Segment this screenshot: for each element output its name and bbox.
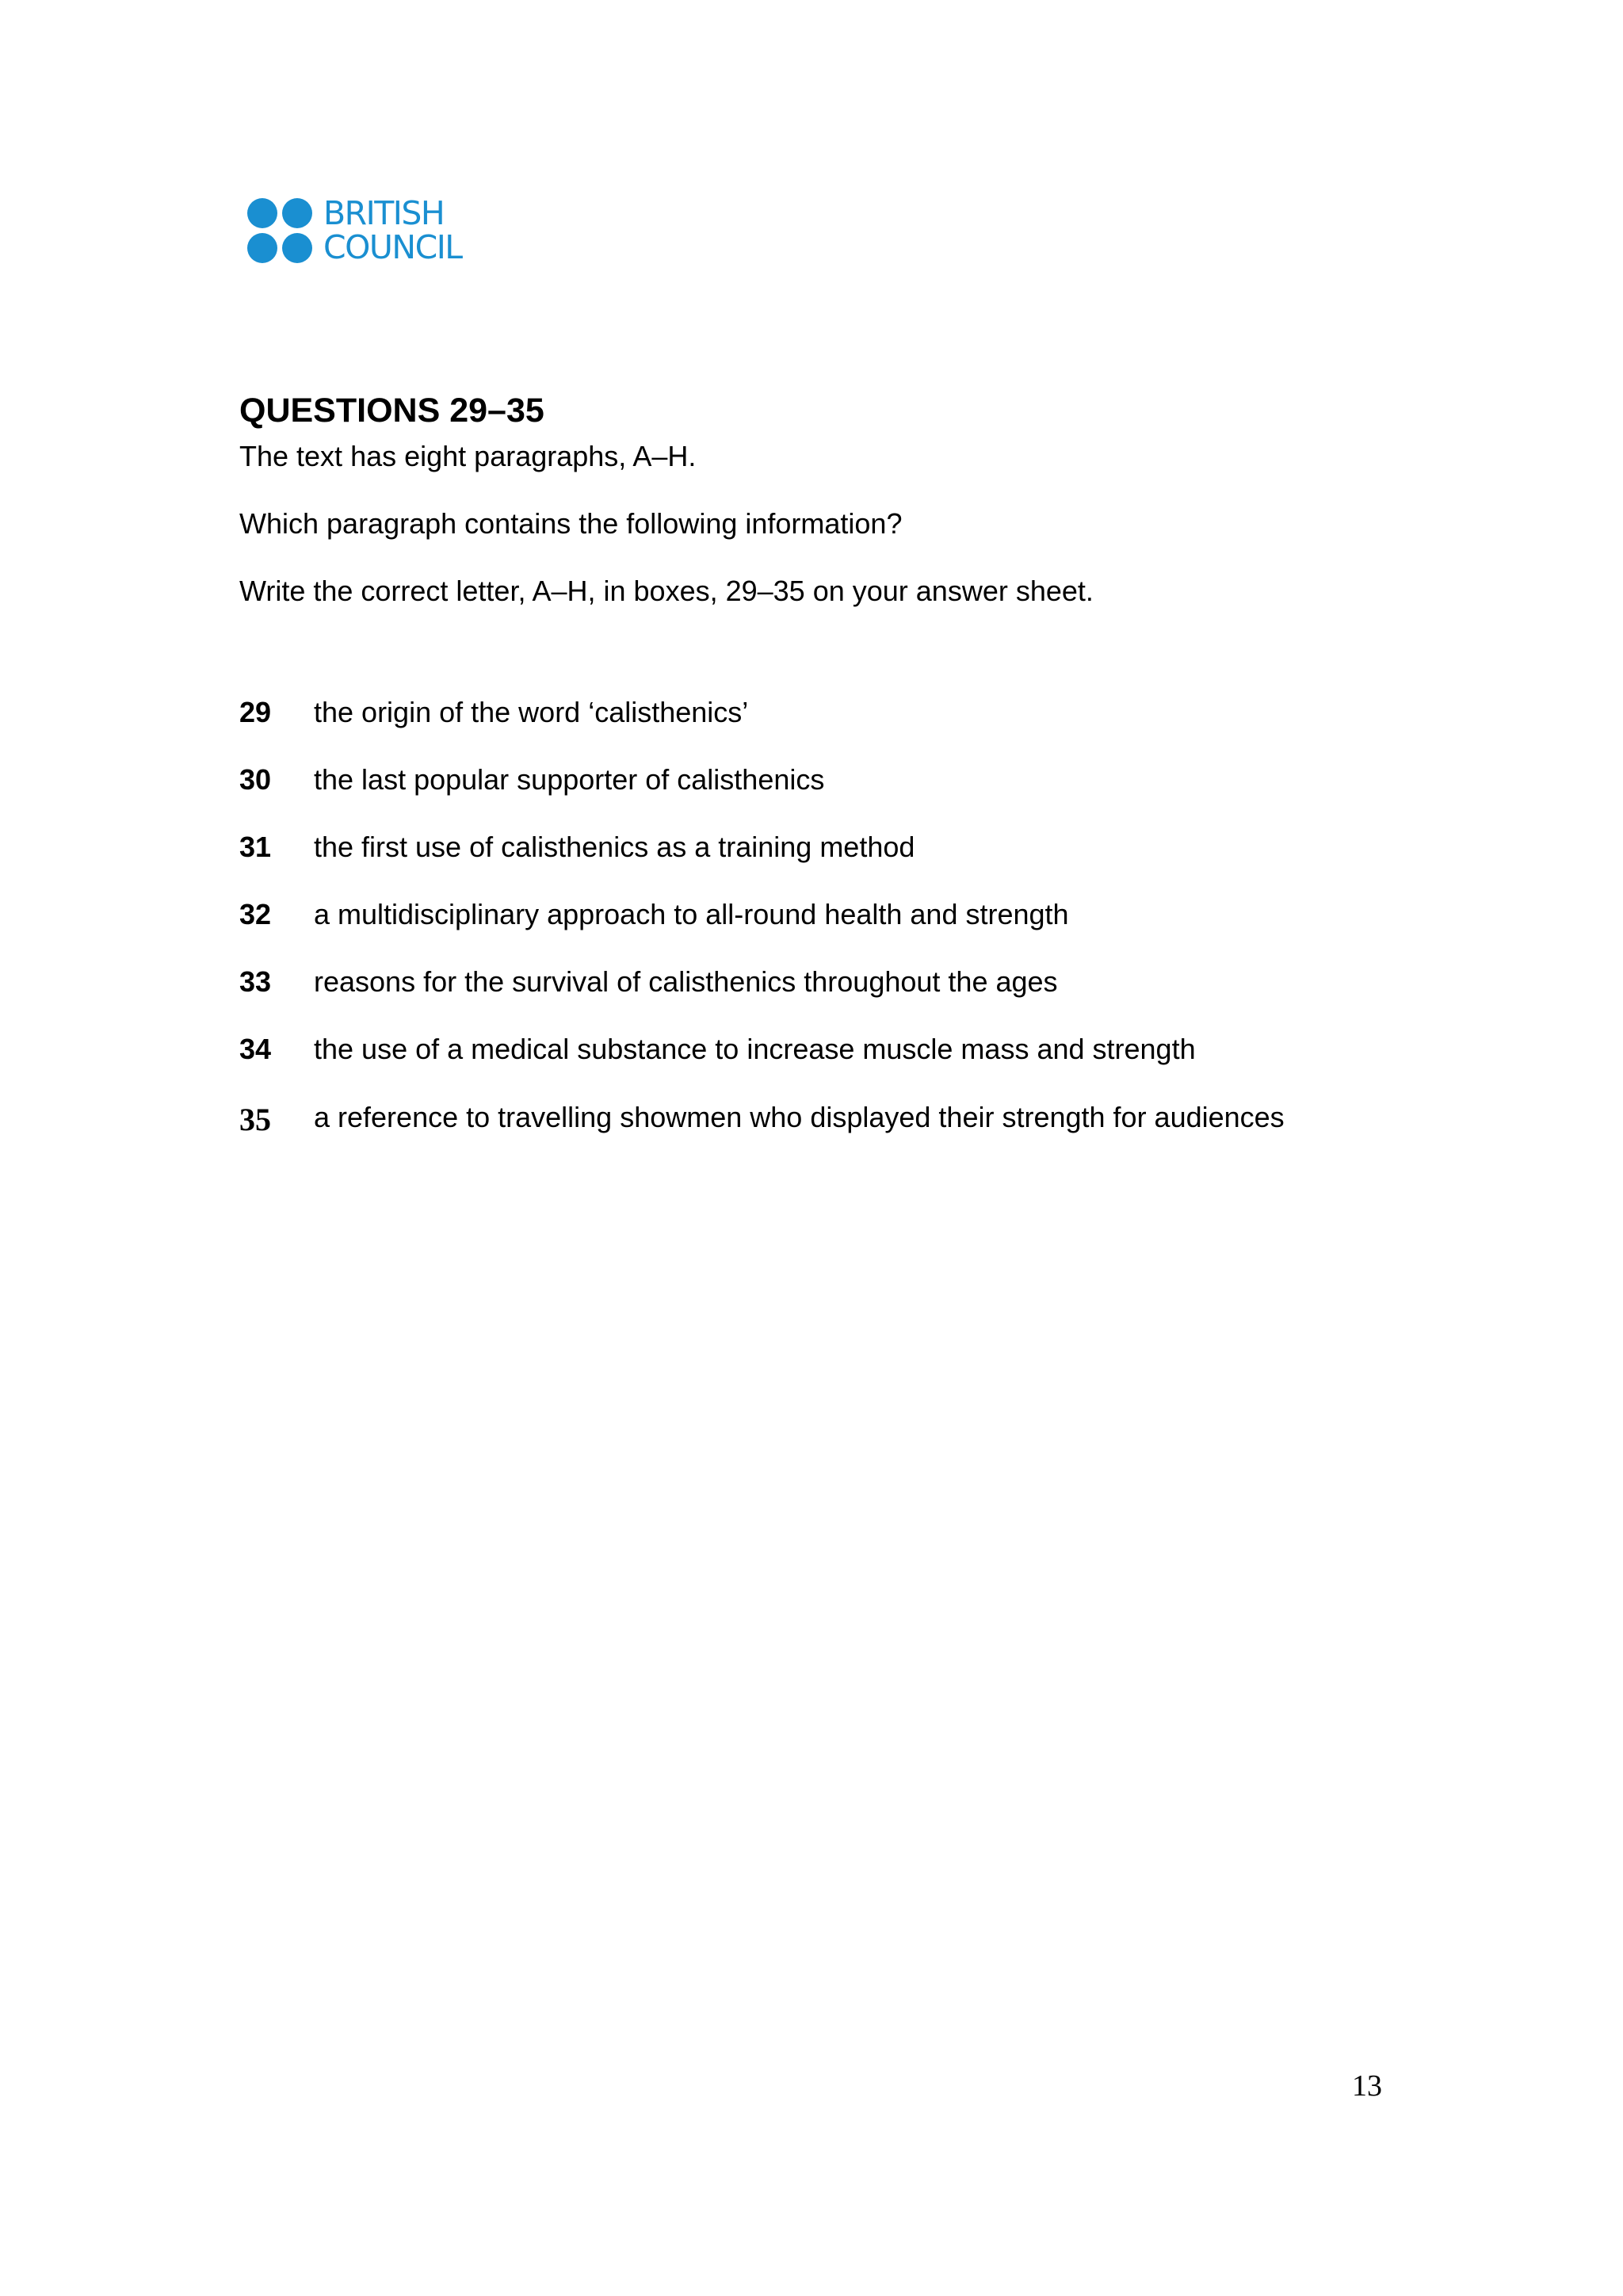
question-text: the first use of calisthenics as a training method [314, 831, 915, 863]
logo-dots-icon [247, 198, 314, 265]
question-number: 31 [239, 831, 272, 863]
logo-line-2: COUNCIL [323, 228, 462, 266]
question-number: 29 [239, 696, 272, 728]
question-text: a reference to travelling showmen who displayed their strength for audiences [314, 1101, 1285, 1133]
page-number: 13 [1352, 2069, 1382, 2103]
question-text: the use of a medical substance to increase muscle mass and strength [314, 1033, 1196, 1065]
british-council-logo [247, 194, 477, 268]
question-text: the last popular supporter of calisthenics [314, 763, 825, 796]
question-number: 30 [239, 763, 272, 796]
instruction-answer-sheet: Write the correct letter, A–H, in boxes, 29–35 on your answer sheet. [239, 575, 1094, 607]
question-text: a multidisciplinary approach to all-round health and strength [314, 898, 1069, 930]
question-text: reasons for the survival of calisthenics throughout the ages [314, 965, 1058, 998]
instruction-paragraph-count: The text has eight paragraphs, A–H. [239, 440, 697, 472]
instruction-question: Which paragraph contains the following information? [239, 507, 903, 540]
question-number: 33 [239, 965, 272, 998]
question-number: 32 [239, 898, 272, 930]
logo-wordmark [323, 194, 462, 266]
section-heading: QUESTIONS 29–35 [239, 392, 544, 430]
question-number: 35 [239, 1102, 271, 1137]
question-text: the origin of the word ‘calisthenics’ [314, 696, 749, 728]
question-number: 34 [239, 1033, 272, 1065]
logo-line-1: BRITISH [323, 194, 445, 232]
